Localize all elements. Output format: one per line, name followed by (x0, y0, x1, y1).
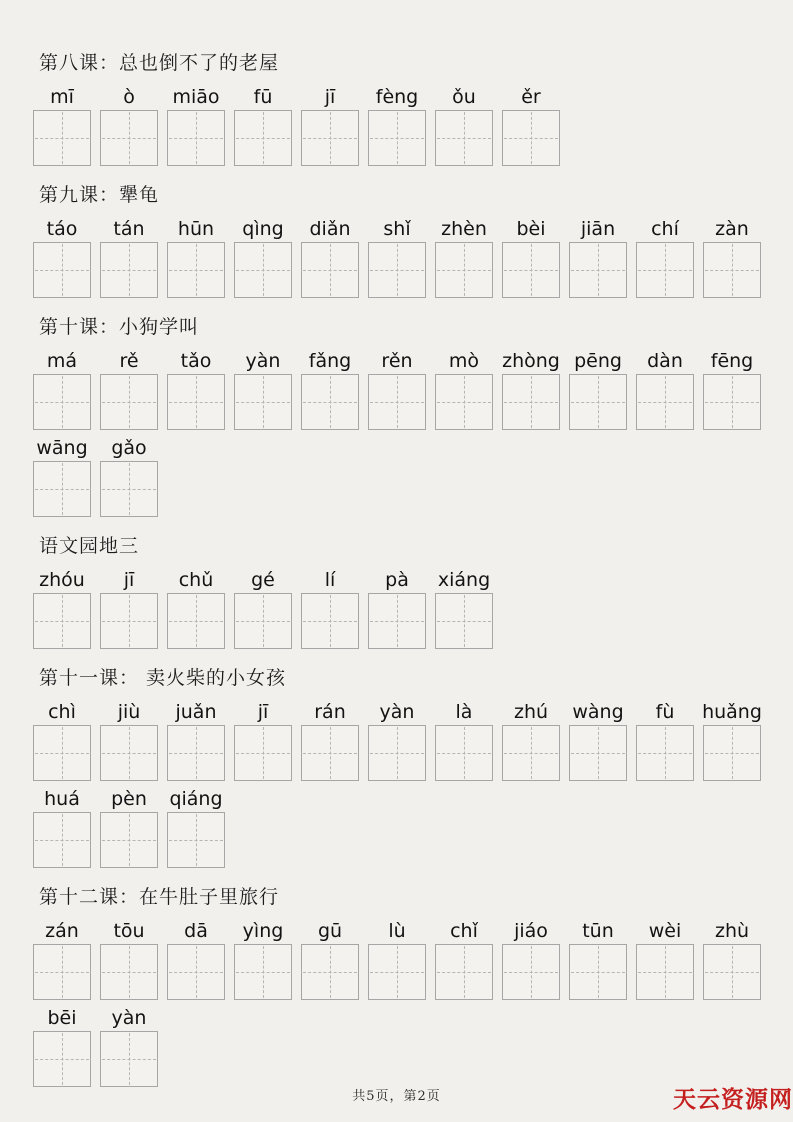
tianzige-cell (33, 944, 91, 1000)
pinyin-unit (33, 788, 91, 868)
section-title: 第十一课： 卖火柴的小女孩 (39, 667, 287, 689)
pinyin-label: tōu (113, 920, 145, 942)
tianzige-cell (167, 242, 225, 298)
pinyin-unit (234, 920, 292, 1000)
tianzige-cell (100, 242, 158, 298)
tianzige-horizontal-guide (370, 402, 424, 403)
tianzige-horizontal-guide (705, 753, 759, 754)
pinyin-label: tūn (582, 920, 614, 942)
tianzige-horizontal-guide (370, 270, 424, 271)
pinyin-label: wèi (648, 920, 682, 942)
pinyin-unit (234, 218, 292, 298)
pinyin-unit (33, 218, 91, 298)
tianzige-cell (33, 812, 91, 868)
pinyin-unit (167, 86, 225, 166)
tianzige-horizontal-guide (169, 138, 223, 139)
pinyin-label: zhòng (502, 350, 560, 372)
tianzige-horizontal-guide (303, 270, 357, 271)
pinyin-row (33, 701, 773, 781)
pinyin-label: hūn (177, 218, 215, 240)
tianzige-cell (167, 110, 225, 166)
pinyin-label: zhèn (441, 218, 487, 240)
tianzige-cell (301, 242, 359, 298)
pinyin-unit (502, 701, 560, 781)
pinyin-label: fēng (710, 350, 754, 372)
tianzige-horizontal-guide (169, 621, 223, 622)
pinyin-label: tán (113, 218, 145, 240)
page-number: 共5页，第2页 (352, 1089, 441, 1104)
pinyin-label: gǎo (111, 437, 147, 459)
pinyin-label: fù (655, 701, 675, 723)
tianzige-horizontal-guide (236, 621, 290, 622)
pinyin-unit (368, 920, 426, 1000)
tianzige-horizontal-guide (303, 138, 357, 139)
tianzige-cell (33, 374, 91, 430)
tianzige-horizontal-guide (169, 270, 223, 271)
pinyin-unit (435, 701, 493, 781)
pinyin-unit (703, 350, 761, 430)
pinyin-label: pèn (111, 788, 147, 810)
pinyin-label: dàn (647, 350, 683, 372)
pinyin-unit (569, 920, 627, 1000)
tianzige-horizontal-guide (638, 972, 692, 973)
tianzige-cell (100, 110, 158, 166)
pinyin-unit (502, 218, 560, 298)
pinyin-label: dā (184, 920, 208, 942)
tianzige-horizontal-guide (169, 972, 223, 973)
pinyin-unit (301, 86, 359, 166)
pinyin-label: chǔ (178, 569, 214, 591)
tianzige-cell (368, 242, 426, 298)
tianzige-horizontal-guide (370, 621, 424, 622)
pinyin-label: zhù (714, 920, 750, 942)
pinyin-unit (100, 437, 158, 517)
tianzige-horizontal-guide (303, 621, 357, 622)
pinyin-unit (368, 350, 426, 430)
pinyin-unit (569, 350, 627, 430)
pinyin-label: ěr (521, 86, 541, 108)
tianzige-cell (167, 812, 225, 868)
tianzige-horizontal-guide (35, 753, 89, 754)
pinyin-unit (368, 569, 426, 649)
tianzige-cell (435, 110, 493, 166)
pinyin-unit (167, 920, 225, 1000)
pinyin-unit (703, 920, 761, 1000)
pinyin-unit (100, 788, 158, 868)
section-title: 语文园地三 (39, 535, 140, 557)
pinyin-unit (33, 701, 91, 781)
tianzige-cell (33, 242, 91, 298)
tianzige-cell (368, 944, 426, 1000)
pinyin-label: bēi (47, 1007, 77, 1029)
pinyin-label: bèi (516, 218, 546, 240)
tianzige-horizontal-guide (437, 621, 491, 622)
pinyin-row (33, 920, 773, 1000)
pinyin-label: zhóu (39, 569, 85, 591)
tianzige-horizontal-guide (169, 840, 223, 841)
pinyin-label: má (46, 350, 78, 372)
tianzige-cell (368, 725, 426, 781)
pinyin-unit (435, 350, 493, 430)
pinyin-unit (167, 350, 225, 430)
pinyin-unit (703, 218, 761, 298)
tianzige-horizontal-guide (236, 270, 290, 271)
pinyin-row (33, 350, 773, 430)
pinyin-unit (301, 350, 359, 430)
tianzige-cell (100, 812, 158, 868)
tianzige-cell (234, 944, 292, 1000)
pinyin-unit (167, 788, 225, 868)
tianzige-horizontal-guide (35, 489, 89, 490)
section-title: 第十二课：在牛肚子里旅行 (39, 886, 280, 908)
tianzige-horizontal-guide (169, 753, 223, 754)
tianzige-cell (502, 242, 560, 298)
pinyin-label: zhú (513, 701, 549, 723)
tianzige-horizontal-guide (705, 270, 759, 271)
pinyin-label: tǎo (180, 350, 212, 372)
lesson-section (33, 533, 773, 649)
pinyin-label: mī (50, 86, 74, 108)
pinyin-label: huá (44, 788, 80, 810)
pinyin-unit (502, 920, 560, 1000)
tianzige-cell (435, 593, 493, 649)
tianzige-horizontal-guide (35, 621, 89, 622)
pinyin-label: ò (123, 86, 135, 108)
pinyin-unit (33, 350, 91, 430)
tianzige-horizontal-guide (303, 753, 357, 754)
tianzige-cell (636, 725, 694, 781)
tianzige-cell (569, 725, 627, 781)
pinyin-label: jiáo (514, 920, 548, 942)
pinyin-unit (33, 569, 91, 649)
pinyin-label: juǎn (175, 701, 217, 723)
tianzige-cell (167, 374, 225, 430)
pinyin-label: huǎng (702, 701, 762, 723)
tianzige-cell (301, 593, 359, 649)
tianzige-horizontal-guide (370, 753, 424, 754)
tianzige-horizontal-guide (571, 402, 625, 403)
pinyin-label: lù (388, 920, 406, 942)
pinyin-label: wāng (36, 437, 88, 459)
tianzige-horizontal-guide (102, 621, 156, 622)
tianzige-horizontal-guide (705, 972, 759, 973)
pinyin-label: fū (253, 86, 273, 108)
pinyin-unit (636, 218, 694, 298)
pinyin-unit (301, 701, 359, 781)
tianzige-cell (167, 725, 225, 781)
tianzige-cell (502, 725, 560, 781)
pinyin-label: pēng (574, 350, 622, 372)
pinyin-label: yàn (245, 350, 281, 372)
pinyin-unit (33, 86, 91, 166)
tianzige-cell (33, 110, 91, 166)
pinyin-unit (167, 569, 225, 649)
tianzige-cell (636, 242, 694, 298)
tianzige-horizontal-guide (169, 402, 223, 403)
pinyin-label: táo (46, 218, 78, 240)
pinyin-label: jī (257, 701, 269, 723)
pinyin-label: jī (324, 86, 336, 108)
tianzige-cell (368, 374, 426, 430)
pinyin-unit (636, 350, 694, 430)
tianzige-horizontal-guide (437, 402, 491, 403)
tianzige-horizontal-guide (437, 270, 491, 271)
tianzige-cell (234, 374, 292, 430)
lesson-section (33, 884, 773, 1087)
watermark: 天云资源网 (673, 1087, 793, 1113)
pinyin-unit (234, 569, 292, 649)
tianzige-cell (301, 110, 359, 166)
pinyin-unit (502, 86, 560, 166)
pinyin-row (33, 218, 773, 298)
pinyin-unit (301, 920, 359, 1000)
tianzige-cell (368, 110, 426, 166)
section-title: 第八课：总也倒不了的老屋 (39, 52, 280, 74)
tianzige-horizontal-guide (504, 138, 558, 139)
tianzige-horizontal-guide (35, 270, 89, 271)
tianzige-cell (301, 944, 359, 1000)
pinyin-unit (234, 701, 292, 781)
tianzige-cell (33, 593, 91, 649)
pinyin-label: fèng (375, 86, 419, 108)
tianzige-cell (100, 461, 158, 517)
tianzige-horizontal-guide (303, 402, 357, 403)
pinyin-row (33, 788, 773, 868)
tianzige-horizontal-guide (571, 753, 625, 754)
pinyin-row (33, 437, 773, 517)
lesson-section (33, 314, 773, 517)
tianzige-cell (33, 725, 91, 781)
tianzige-cell (703, 944, 761, 1000)
tianzige-cell (301, 374, 359, 430)
pinyin-unit (636, 920, 694, 1000)
tianzige-horizontal-guide (102, 270, 156, 271)
pinyin-unit (435, 218, 493, 298)
tianzige-horizontal-guide (370, 138, 424, 139)
pinyin-label: yàn (111, 1007, 147, 1029)
tianzige-cell (301, 725, 359, 781)
tianzige-horizontal-guide (102, 402, 156, 403)
pinyin-unit (569, 218, 627, 298)
pinyin-unit (435, 569, 493, 649)
tianzige-horizontal-guide (35, 138, 89, 139)
pinyin-label: zán (45, 920, 79, 942)
tianzige-horizontal-guide (504, 402, 558, 403)
tianzige-horizontal-guide (102, 972, 156, 973)
tianzige-horizontal-guide (571, 270, 625, 271)
tianzige-cell (100, 593, 158, 649)
pinyin-unit (100, 920, 158, 1000)
tianzige-cell (234, 593, 292, 649)
pinyin-unit (100, 350, 158, 430)
pinyin-label: xiáng (437, 569, 491, 591)
tianzige-horizontal-guide (236, 753, 290, 754)
tianzige-cell (703, 374, 761, 430)
tianzige-horizontal-guide (571, 972, 625, 973)
pinyin-unit (234, 86, 292, 166)
tianzige-horizontal-guide (370, 972, 424, 973)
tianzige-horizontal-guide (102, 840, 156, 841)
pinyin-unit (234, 350, 292, 430)
tianzige-cell (100, 374, 158, 430)
pinyin-unit (100, 1007, 158, 1087)
tianzige-cell (234, 725, 292, 781)
pinyin-label: rěn (381, 350, 413, 372)
tianzige-horizontal-guide (303, 972, 357, 973)
tianzige-cell (569, 944, 627, 1000)
worksheet-content (33, 50, 773, 1087)
pinyin-unit (100, 701, 158, 781)
pinyin-unit (301, 218, 359, 298)
pinyin-label: rě (119, 350, 139, 372)
pinyin-label: rán (314, 701, 346, 723)
tianzige-cell (368, 593, 426, 649)
tianzige-horizontal-guide (437, 138, 491, 139)
lesson-section (33, 665, 773, 868)
pinyin-label: wàng (572, 701, 624, 723)
tianzige-horizontal-guide (504, 753, 558, 754)
tianzige-cell (569, 374, 627, 430)
tianzige-cell (33, 461, 91, 517)
pinyin-label: shǐ (383, 218, 411, 240)
pinyin-label: yìng (242, 920, 284, 942)
tianzige-horizontal-guide (638, 753, 692, 754)
tianzige-cell (234, 110, 292, 166)
tianzige-horizontal-guide (638, 402, 692, 403)
tianzige-cell (703, 242, 761, 298)
tianzige-cell (435, 944, 493, 1000)
pinyin-label: yàn (379, 701, 415, 723)
tianzige-horizontal-guide (35, 840, 89, 841)
tianzige-cell (569, 242, 627, 298)
pinyin-unit (502, 350, 560, 430)
pinyin-unit (368, 701, 426, 781)
tianzige-horizontal-guide (638, 270, 692, 271)
tianzige-cell (502, 944, 560, 1000)
tianzige-horizontal-guide (236, 972, 290, 973)
tianzige-cell (167, 944, 225, 1000)
pinyin-label: là (455, 701, 473, 723)
tianzige-horizontal-guide (504, 270, 558, 271)
tianzige-cell (100, 1031, 158, 1087)
pinyin-label: pà (385, 569, 409, 591)
tianzige-cell (435, 374, 493, 430)
tianzige-horizontal-guide (102, 1059, 156, 1060)
section-title: 第九课：犟龟 (39, 184, 160, 206)
pinyin-label: jiān (580, 218, 616, 240)
pinyin-unit (100, 86, 158, 166)
pinyin-unit (569, 701, 627, 781)
pinyin-unit (636, 701, 694, 781)
pinyin-label: ǒu (452, 86, 476, 108)
pinyin-row (33, 569, 773, 649)
tianzige-cell (703, 725, 761, 781)
pinyin-row (33, 1007, 773, 1087)
lesson-section (33, 50, 773, 166)
tianzige-cell (33, 1031, 91, 1087)
lesson-section (33, 182, 773, 298)
tianzige-horizontal-guide (504, 972, 558, 973)
tianzige-cell (636, 944, 694, 1000)
section-title: 第十课：小狗学叫 (39, 316, 200, 338)
tianzige-horizontal-guide (35, 402, 89, 403)
pinyin-label: gé (251, 569, 275, 591)
pinyin-label: chì (48, 701, 76, 723)
tianzige-horizontal-guide (102, 753, 156, 754)
pinyin-unit (368, 218, 426, 298)
tianzige-horizontal-guide (35, 1059, 89, 1060)
pinyin-label: qiáng (169, 788, 223, 810)
pinyin-label: zàn (715, 218, 749, 240)
tianzige-cell (100, 725, 158, 781)
pinyin-label: miāo (172, 86, 220, 108)
tianzige-cell (100, 944, 158, 1000)
tianzige-cell (502, 374, 560, 430)
pinyin-unit (167, 701, 225, 781)
tianzige-horizontal-guide (236, 402, 290, 403)
pinyin-unit (435, 86, 493, 166)
pinyin-unit (435, 920, 493, 1000)
tianzige-horizontal-guide (236, 138, 290, 139)
pinyin-unit (33, 920, 91, 1000)
pinyin-unit (100, 218, 158, 298)
pinyin-label: fǎng (308, 350, 352, 372)
tianzige-cell (435, 725, 493, 781)
pinyin-label: lí (324, 569, 336, 591)
tianzige-horizontal-guide (102, 138, 156, 139)
tianzige-cell (636, 374, 694, 430)
tianzige-cell (234, 242, 292, 298)
tianzige-horizontal-guide (102, 489, 156, 490)
pinyin-unit (33, 437, 91, 517)
tianzige-horizontal-guide (35, 972, 89, 973)
pinyin-label: chí (651, 218, 679, 240)
pinyin-label: gū (317, 920, 343, 942)
pinyin-unit (33, 1007, 91, 1087)
tianzige-cell (435, 242, 493, 298)
pinyin-unit (301, 569, 359, 649)
pinyin-unit (167, 218, 225, 298)
pinyin-unit (368, 86, 426, 166)
pinyin-label: chǐ (450, 920, 478, 942)
pinyin-label: jiù (117, 701, 141, 723)
tianzige-horizontal-guide (705, 402, 759, 403)
pinyin-label: jī (123, 569, 135, 591)
pinyin-label: qìng (242, 218, 284, 240)
tianzige-cell (167, 593, 225, 649)
tianzige-cell (502, 110, 560, 166)
tianzige-horizontal-guide (437, 753, 491, 754)
pinyin-unit (100, 569, 158, 649)
pinyin-label: mò (448, 350, 480, 372)
tianzige-horizontal-guide (437, 972, 491, 973)
pinyin-row (33, 86, 773, 166)
pinyin-label: diǎn (309, 218, 351, 240)
pinyin-unit (703, 701, 761, 781)
